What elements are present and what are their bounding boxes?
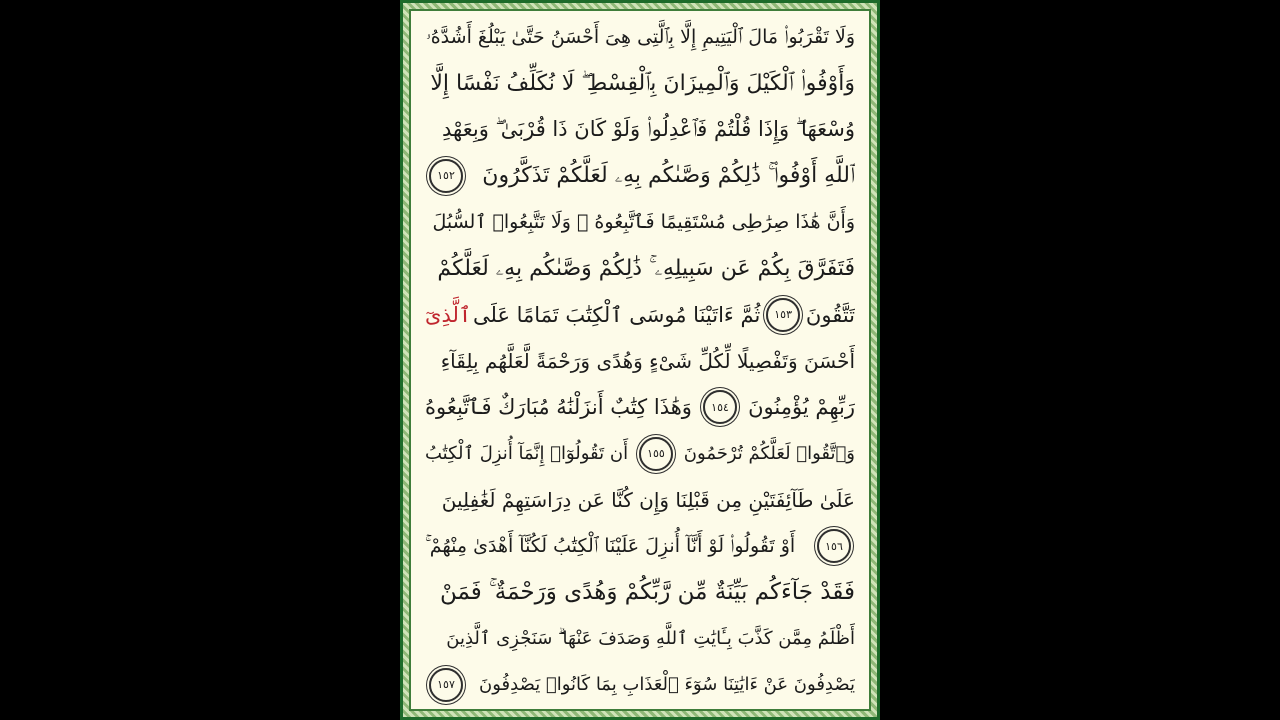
verse-text: أَحْسَنَ وَتَفْصِيلًا لِّكُلِّ شَىْءٍ وَهُدًى وَرَحْمَةً لَّعَلَّهُم بِلِقَآءِ (440, 348, 855, 373)
ayah-number-marker: ١٥٣ (766, 298, 800, 332)
verse-text: ٱللَّهِ أَوْفُوا۟ ۚ ذَٰلِكُمْ وَصَّىٰكُم بِهِۦ لَعَلَّكُمْ تَذَكَّرُونَ (482, 163, 855, 189)
text-line (425, 339, 855, 383)
verse-text: وَأَنَّ هَٰذَا صِرَٰطِى مُسْتَقِيمًا فَٱتَّبِعُوهُ ۖ وَلَا تَتَّبِعُوا۟ ٱلسُّبُلَ (432, 211, 855, 234)
ayah-number-marker: ١٥٥ (639, 437, 673, 471)
verse-text: أَن تَقُولُوٓا۟ إِنَّمَآ أُنزِلَ ٱلْكِتَٰبُ (425, 443, 629, 465)
text-line (425, 432, 855, 476)
verse-text: ٱلَّذِىٓ (425, 302, 472, 327)
verse-text: فَتَفَرَّقَ بِكُمْ عَن سَبِيلِهِۦ ۚ ذَٰلِكُمْ وَصَّىٰكُم بِهِۦ لَعَلَّكُمْ (437, 255, 855, 281)
verse-text: عَلَىٰ طَآئِفَتَيْنِ مِن قَبْلِنَا وَإِن كُنَّا عَن دِرَاسَتِهِمْ لَغَٰفِلِينَ (441, 487, 855, 512)
text-line (425, 108, 855, 152)
ayah-number-marker: ١٥٤ (703, 390, 737, 424)
text-line (425, 293, 855, 337)
text-line (425, 246, 855, 290)
verse-text: تَتَّقُونَ (805, 302, 855, 327)
ayah-number-marker: ١٥٦ (817, 529, 851, 563)
verse-text: رَبِّهِمْ يُؤْمِنُونَ (748, 395, 855, 420)
text-line (425, 478, 855, 522)
text-line (425, 617, 855, 661)
text-line (425, 61, 855, 105)
text-line (425, 524, 855, 568)
quran-text-area (409, 9, 871, 711)
verse-text: فَقَدْ جَآءَكُم بَيِّنَةٌ مِّن رَّبِّكُمْ وَهُدًى وَرَحْمَةٌ ۚ فَمَنْ (439, 579, 855, 606)
verse-text: وَٱتَّقُوا۟ لَعَلَّكُمْ تُرْحَمُونَ (683, 443, 855, 465)
text-line (425, 154, 855, 198)
verse-text: ثُمَّ ءَاتَيْنَا مُوسَى ٱلْكِتَٰبَ تَمَامًا عَلَى (473, 302, 761, 327)
text-line (425, 570, 855, 614)
verse-text: وُسْعَهَا ۖ وَإِذَا قُلْتُمْ فَٱعْدِلُوا۟ وَلَوْ كَانَ ذَا قُرْبَىٰ ۖ وَبِعَهْدِ (442, 117, 855, 142)
verse-text: يَصْدِفُونَ عَنْ ءَايَٰتِنَا سُوٓءَ ٱلْعَذَابِ بِمَا كَانُوا۟ يَصْدِفُونَ (479, 674, 855, 696)
verse-text: أَوْ تَقُولُوا۟ لَوْ أَنَّآ أُنزِلَ عَلَيْنَا ٱلْكِتَٰبُ لَكُنَّآ أَهْدَىٰ مِنْهُمْ ۚ (425, 535, 796, 558)
verse-text: وَلَا تَقْرَبُوا۟ مَالَ ٱلْيَتِيمِ إِلَّا بِٱلَّتِى هِىَ أَحْسَنُ حَتَّىٰ يَبْلُغَ أَشُدَّهُۥ (425, 26, 855, 48)
mushaf-page (400, 0, 880, 720)
ayah-number-marker: ١٥٧ (429, 668, 463, 702)
ayah-number-marker: ١٥٢ (429, 159, 463, 193)
text-line (425, 663, 855, 707)
verse-text: وَهَٰذَا كِتَٰبٌ أَنزَلْنَٰهُ مُبَارَكٌ فَٱتَّبِعُوهُ (425, 395, 692, 420)
ornamental-border (403, 3, 877, 717)
text-line (425, 200, 855, 244)
text-line (425, 15, 855, 59)
verse-text: وَأَوْفُوا۟ ٱلْكَيْلَ وَٱلْمِيزَانَ بِٱلْقِسْطِ ۖ لَا نُكَلِّفُ نَفْسًا إِلَّا (430, 70, 855, 96)
text-line (425, 385, 855, 429)
verse-text: أَظْلَمُ مِمَّن كَذَّبَ بِـَٔايَٰتِ ٱللَّهِ وَصَدَفَ عَنْهَا ۗ سَنَجْزِى ٱلَّذِينَ (446, 628, 855, 650)
